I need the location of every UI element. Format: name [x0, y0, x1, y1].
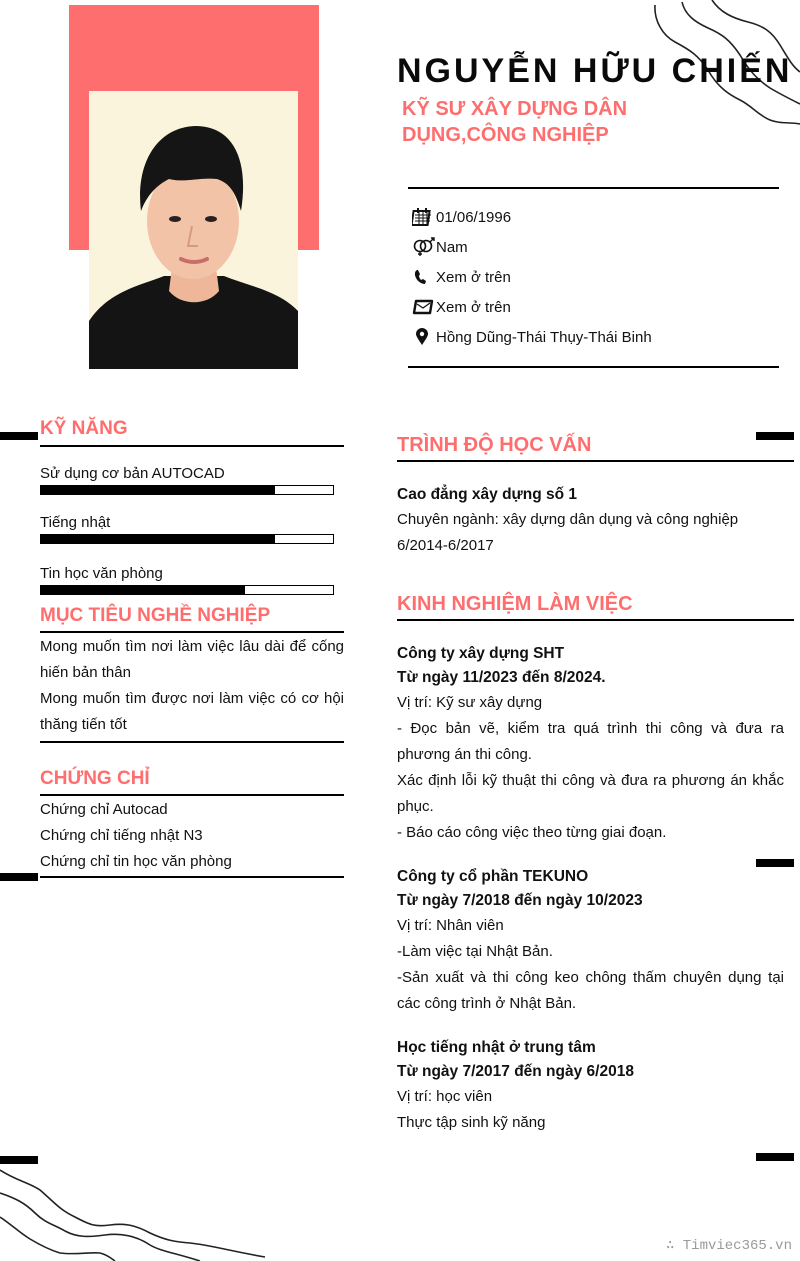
decor-bar — [0, 873, 38, 881]
education-title: TRÌNH ĐỘ HỌC VẤN — [397, 434, 592, 456]
experience-position: Vị trí: Nhân viên — [397, 917, 504, 934]
decor-bar — [0, 1156, 38, 1164]
birthdate-value: 01/06/1996 — [436, 208, 512, 226]
section-divider — [397, 460, 794, 462]
experience-period: Từ ngày 7/2018 đến ngày 10/2023 — [397, 892, 643, 909]
skill-progress-fill — [41, 586, 245, 594]
section-divider — [40, 445, 344, 447]
certificates-section — [40, 768, 344, 878]
contact-info — [408, 187, 779, 368]
experience-title: KINH NGHIỆM LÀM VIỆC — [397, 593, 633, 615]
experience-item — [397, 1036, 784, 1136]
experience-company: Công ty cổ phần TEKUNO — [397, 868, 589, 885]
skill-label: Tiếng nhật — [40, 514, 111, 531]
experience-period: Từ ngày 7/2017 đến ngày 6/2018 — [397, 1063, 634, 1080]
profile-photo — [89, 91, 298, 369]
gender-value: Nam — [436, 238, 468, 256]
section-divider — [40, 741, 344, 743]
experience-period: Từ ngày 11/2023 đến 8/2024. — [397, 669, 606, 686]
experience-detail: - Báo cáo công việc theo từng giai đoạn. — [397, 824, 667, 841]
skill-label: Sử dụng cơ bản AUTOCAD — [40, 465, 225, 482]
skill-progress-bar — [40, 485, 334, 495]
email-value: Xem ở trên — [436, 298, 511, 316]
education-school: Cao đẳng xây dựng số 1 — [397, 486, 578, 503]
contact-gender — [412, 232, 779, 262]
skills-section — [40, 418, 344, 595]
skill-progress-fill — [41, 535, 275, 543]
map-pin-icon — [412, 327, 436, 347]
contact-email — [412, 292, 779, 322]
phone-value: Xem ở trên — [436, 268, 511, 286]
section-divider — [397, 619, 794, 621]
wavy-lines-decoration-bottom — [0, 1165, 280, 1261]
skills-title: KỸ NĂNG — [40, 418, 128, 439]
decor-bar — [756, 1153, 794, 1161]
calendar-icon — [412, 207, 436, 227]
education-major: Chuyên ngành: xây dựng dân dụng và công nghiệp — [397, 511, 739, 528]
skill-item — [40, 565, 344, 595]
job-title: KỸ SƯ XÂY DỰNG DÂN DỤNG,CÔNG NGHIỆP — [402, 98, 628, 146]
experience-detail: -Sản xuất và thi công keo chông thấm chuyên dụng tại các công trình ở Nhật Bản. — [397, 969, 784, 1012]
objective-title: MỤC TIÊU NGHỀ NGHIỆP — [40, 605, 271, 626]
objective-line: Mong muốn tìm được nơi làm việc có cơ hội thăng tiến tốt — [40, 690, 344, 733]
section-divider — [40, 794, 344, 796]
objective-section — [40, 605, 344, 743]
experience-item — [397, 642, 784, 846]
experience-detail: Xác định lỗi kỹ thuật thi công và đưa ra phương án khắc phục. — [397, 772, 784, 815]
skill-progress-bar — [40, 534, 334, 544]
skill-progress-bar — [40, 585, 334, 595]
certificate-item: Chứng chỉ tin học văn phòng — [40, 853, 232, 870]
certificate-item: Chứng chỉ tiếng nhật N3 — [40, 827, 203, 844]
experience-position: Vị trí: học viên — [397, 1088, 493, 1105]
experience-company: Học tiếng nhật ở trung tâm — [397, 1039, 596, 1056]
contact-phone — [412, 262, 779, 292]
skill-item — [40, 465, 344, 495]
address-value: Hồng Dũng-Thái Thụy-Thái Binh — [436, 328, 652, 346]
phone-icon — [412, 267, 436, 287]
experience-detail: - Đọc bản vẽ, kiểm tra quá trình thi công và đưa ra phương án thi công. — [397, 720, 784, 763]
gender-icon — [412, 237, 436, 257]
experience-position: Vị trí: Kỹ sư xây dựng — [397, 694, 543, 711]
experience-item — [397, 865, 784, 1017]
experience-detail: Thực tập sinh kỹ năng — [397, 1114, 546, 1131]
skill-progress-fill — [41, 486, 275, 494]
certificate-item: Chứng chỉ Autocad — [40, 801, 168, 818]
contact-address — [412, 322, 779, 352]
experience-detail: -Làm việc tại Nhật Bản. — [397, 943, 553, 960]
envelope-icon — [412, 297, 436, 317]
objective-line: Mong muốn tìm nơi làm việc lâu dài để cống hiến bản thân — [40, 638, 344, 681]
education-section — [397, 434, 784, 559]
section-divider — [40, 876, 344, 878]
section-divider — [40, 631, 344, 633]
skill-item — [40, 514, 344, 544]
contact-birthdate — [412, 202, 779, 232]
experience-company: Công ty xây dựng SHT — [397, 645, 565, 662]
skill-label: Tin học văn phòng — [40, 565, 163, 582]
candidate-name: NGUYỄN HỮU CHIẾN — [397, 52, 793, 90]
experience-section — [397, 593, 784, 1136]
watermark: ∴ Timviec365.vn — [665, 1238, 792, 1254]
education-period: 6/2014-6/2017 — [397, 537, 494, 554]
decor-bar — [0, 432, 38, 440]
certificates-title: CHỨNG CHỈ — [40, 768, 150, 789]
